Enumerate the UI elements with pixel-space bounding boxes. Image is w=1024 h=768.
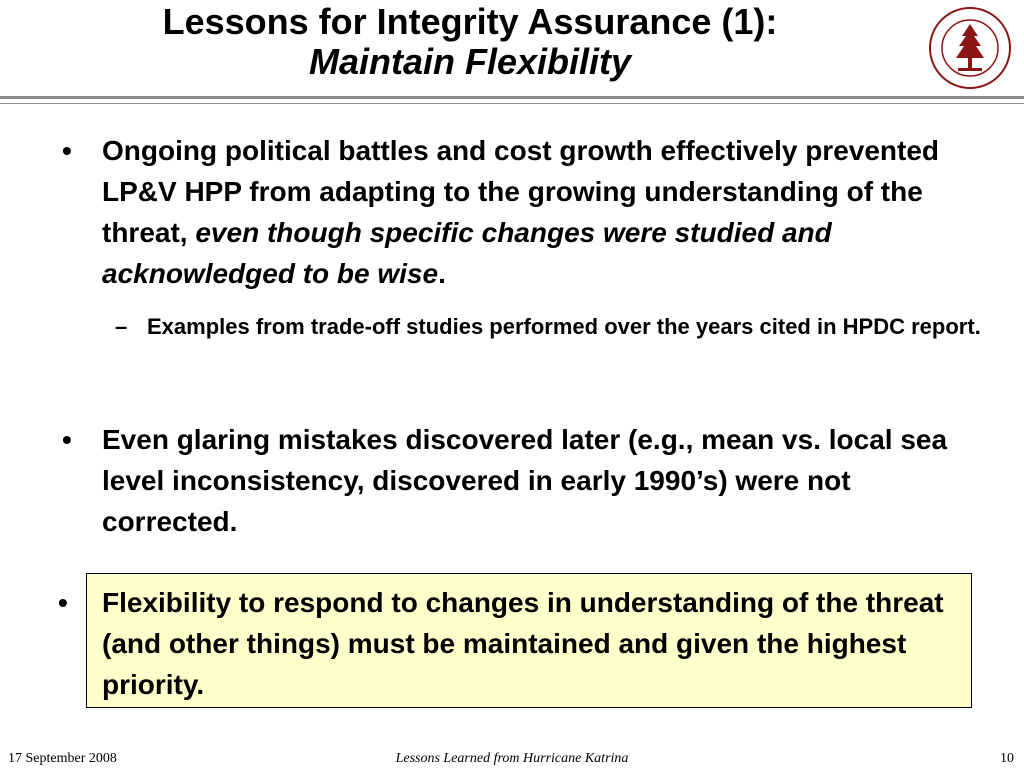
footer-title: Lessons Learned from Hurricane Katrina bbox=[395, 751, 629, 766]
bullet-1-italic-text: even though specific changes were studied and acknowledged to be wise bbox=[102, 217, 832, 289]
stanford-seal-logo bbox=[928, 6, 1012, 90]
footer-date: 17 September 2008 bbox=[8, 751, 117, 766]
bullet-2 bbox=[62, 419, 982, 542]
bullet-3-text: Flexibility to respond to changes in understanding of the threat (and other things) must be maintained and given the highest priority. bbox=[102, 587, 944, 700]
bullet-3 bbox=[58, 582, 982, 705]
bullet-marker: • bbox=[58, 587, 68, 618]
bullet-2-text: Even glaring mistakes discovered later (e.g., mean vs. local sea level inconsistency, discovered in early 1990’s) were not corrected. bbox=[102, 424, 948, 537]
bullet-1 bbox=[62, 130, 982, 294]
slide-title bbox=[60, 2, 880, 82]
title-line-2: Maintain Flexibility bbox=[308, 41, 632, 82]
page-number: 10 bbox=[1000, 751, 1014, 766]
bullet-marker: • bbox=[62, 135, 72, 166]
bullet-marker: • bbox=[62, 424, 72, 455]
bullet-1-end: . bbox=[438, 258, 446, 289]
title-line-1: Lessons for Integrity Assurance (1): bbox=[162, 1, 778, 42]
sub-bullet-1-text: Examples from trade-off studies performed over the years cited in HPDC report. bbox=[147, 314, 981, 339]
bullet-1-text: Ongoing political battles and cost growth effectively prevented LP&V HPP from adapting to the growing understanding of the threat, bbox=[102, 135, 940, 248]
title-divider-thick bbox=[0, 96, 1024, 99]
sub-bullet-1 bbox=[115, 310, 987, 344]
dash-marker: – bbox=[115, 314, 128, 339]
title-divider-thin bbox=[0, 103, 1024, 104]
